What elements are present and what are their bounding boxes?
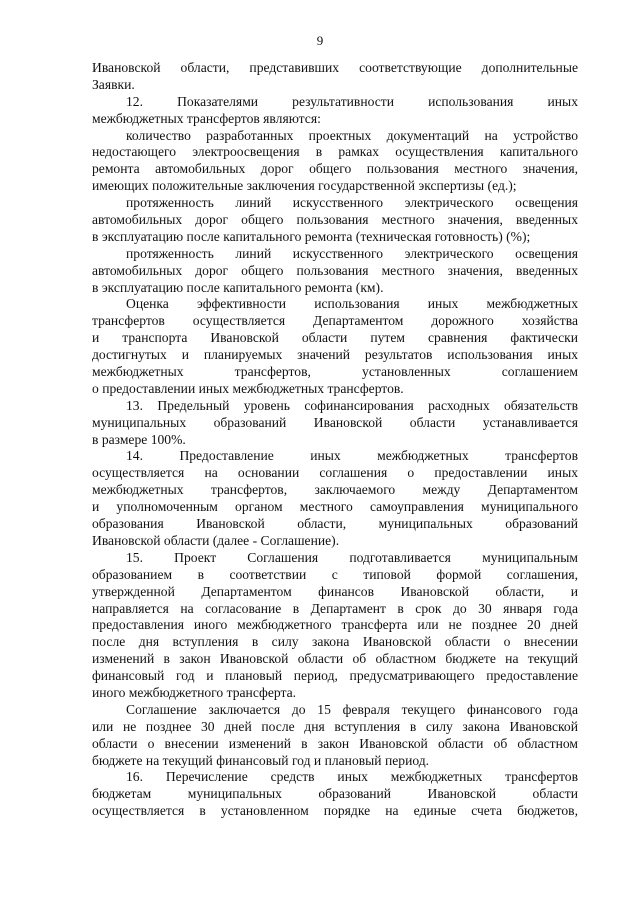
text-line: бюджетам муниципальных образований Ивановской области <box>92 786 578 802</box>
text-line: образованием в соответствии с типовой формой соглашения, <box>92 566 578 582</box>
text-line: Ивановской области (далее - Соглашение). <box>92 532 340 548</box>
text-line: 15. Проект Соглашения подготавливается муниципальным <box>126 549 578 565</box>
page-number: 9 <box>316 33 324 48</box>
text-line: количество разработанных проектных документаций на устройство <box>126 127 578 143</box>
text-line: о предоставлении иных межбюджетных трансфертов. <box>92 380 404 396</box>
text-line: изменений в закон Ивановской области об областном бюджете на текущий <box>92 651 578 667</box>
text-line: области о внесении изменений в закон Ивановской области об областном <box>92 735 578 751</box>
text-line: и уполномоченным органом местного самоуправления муниципального <box>92 499 578 515</box>
text-line: ремонта автомобильных дорог общего пользования местного значения, <box>92 161 578 177</box>
text-line: 14. Предоставление иных межбюджетных трансфертов <box>126 448 578 464</box>
text-line: осуществляется на основании соглашения о предоставлении иных <box>92 465 578 481</box>
text-line: трансфертов осуществляется Департаментом дорожного хозяйства <box>92 313 578 329</box>
text-line: направляется на согласование в Департамент в срок до 30 января года <box>92 600 578 616</box>
text-line: в эксплуатацию после капитального ремонта (техническая готовность) (%); <box>92 228 531 244</box>
text-line: 12. Показателями результативности использования иных <box>126 93 578 109</box>
text-line: или не позднее 30 дней после дня вступления в силу закона Ивановской <box>92 718 578 734</box>
text-line: в эксплуатацию после капитального ремонта (км). <box>92 279 384 295</box>
text-line: осуществляется в установленном порядке на единые счета бюджетов, <box>92 803 578 819</box>
text-line: протяженность линий искусственного электрического освещения <box>126 245 578 261</box>
text-line: 13. Предельный уровень софинансирования расходных обязательств <box>126 397 578 413</box>
text-line: Оценка эффективности использования иных межбюджетных <box>126 296 578 312</box>
text-line: муниципальных образований Ивановской области устанавливается <box>92 414 578 430</box>
text-line: и транспорта Ивановской области путем сравнения фактически <box>92 330 578 346</box>
text-line: после дня вступления в силу закона Ивановской области о внесении <box>92 634 578 650</box>
text-line: бюджете на текущий финансовый год и плановый период. <box>92 752 430 768</box>
text-line: Соглашение заключается до 15 февраля текущего финансового года <box>126 701 578 717</box>
text-line: иного межбюджетного трансферта. <box>92 684 297 700</box>
text-line: 16. Перечисление средств иных межбюджетных трансфертов <box>126 769 578 785</box>
text-line: имеющих положительные заключения государственной экспертизы (ед.); <box>92 178 517 194</box>
text-line: финансовый год и плановый период, предусматривающего предоставление <box>92 668 578 684</box>
text-line: автомобильных дорог общего пользования местного значения, введенных <box>92 262 578 278</box>
text-line: межбюджетных трансфертов, установленных соглашением <box>92 364 578 380</box>
text-line: межбюджетных трансфертов являются: <box>92 110 321 126</box>
document-body <box>92 60 578 820</box>
text-line: Заявки. <box>92 76 135 92</box>
text-line: предоставления иного межбюджетного трансферта или не позднее 20 дней <box>92 617 578 633</box>
text-line: утвержденной Департаментом финансов Ивановской области, и <box>92 583 578 599</box>
text-line: Ивановской области, представивших соответствующие дополнительные <box>92 60 578 75</box>
text-line: недостающего электроосвещения в рамках осуществления капитального <box>92 144 578 160</box>
text-line: в размере 100%. <box>92 431 186 447</box>
text-line: образования Ивановской области, муниципальных образований <box>92 516 578 532</box>
text-line: достигнутых и планируемых значений результатов использования иных <box>92 347 578 363</box>
text-line: протяженность линий искусственного электрического освещения <box>126 195 578 211</box>
text-line: автомобильных дорог общего пользования местного значения, введенных <box>92 212 578 228</box>
text-line: межбюджетных трансфертов, заключаемого между Департаментом <box>92 482 578 498</box>
